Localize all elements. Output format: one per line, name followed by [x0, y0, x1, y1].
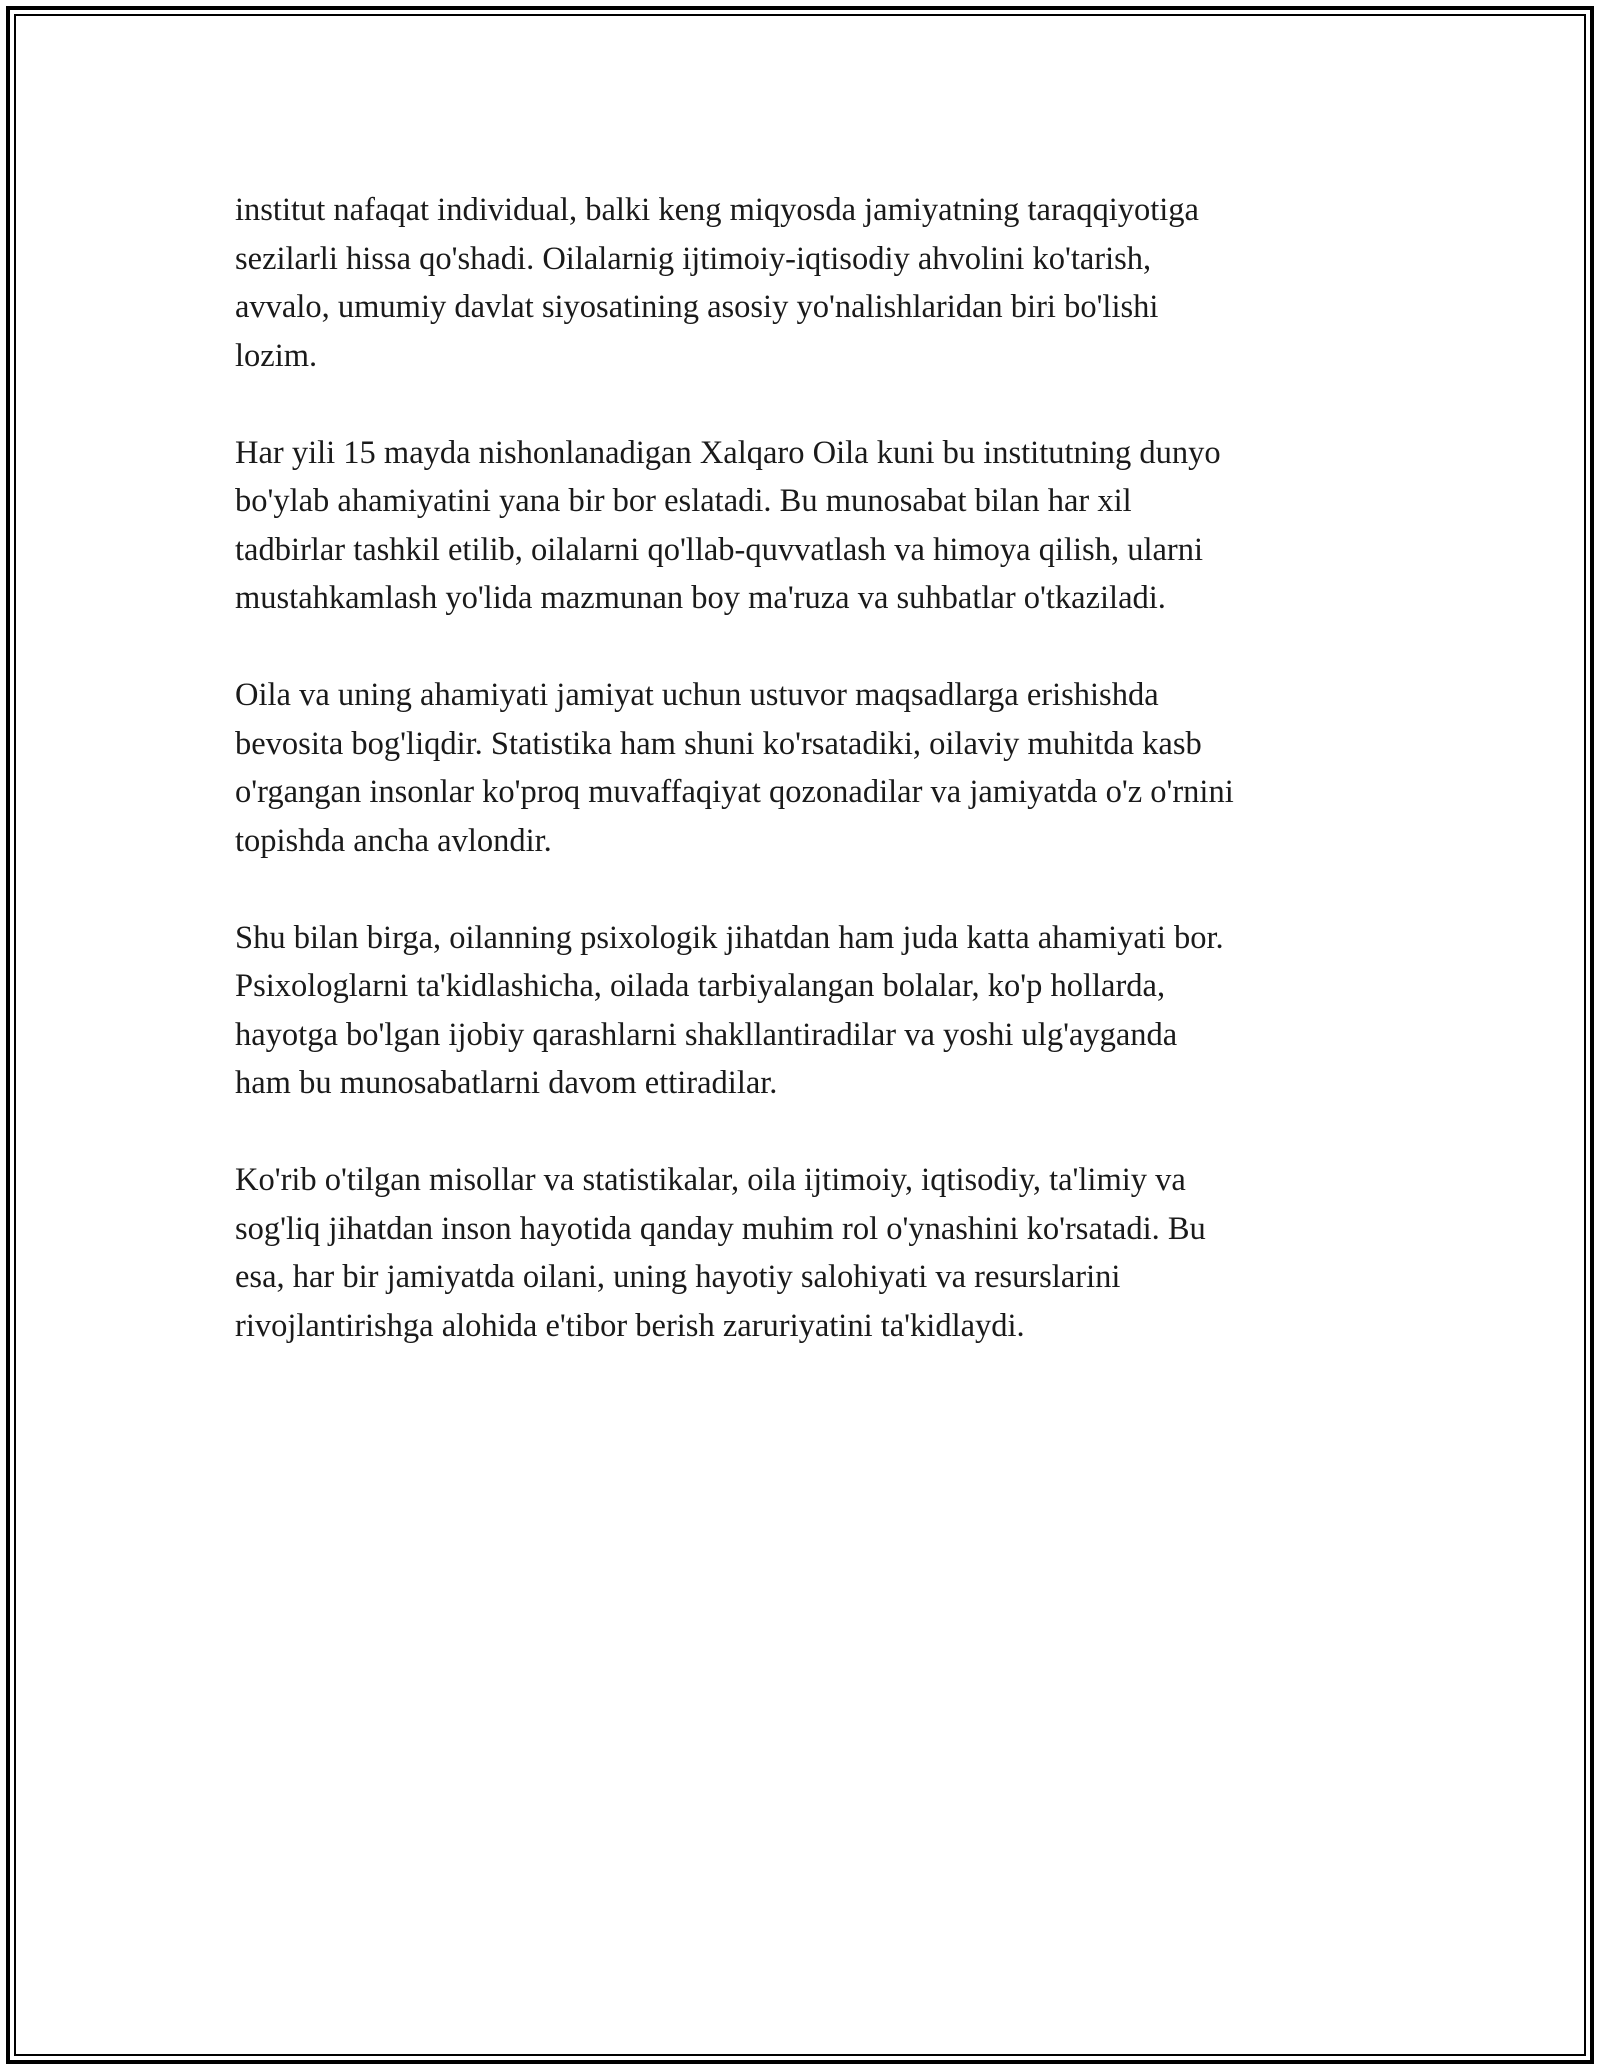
paragraph-3: Oila va uning ahamiyati jamiyat uchun ustuvor maqsadlarga erishishda bevosita bog'liqdir. Statistika ham shuni ko'rsatadiki, oilaviy muhitda kasb o'rgangan insonlar ko'proq muvaffaqiyat qozonadilar va jamiyatda o'z o'rnini topishda ancha avlondir. — [235, 677, 1234, 859]
document-body — [235, 186, 1390, 1399]
paragraph-1: institut nafaqat individual, balki keng miqyosda jamiyatning taraqqiyotiga sezilarli hissa qo'shadi. Oilalarnig ijtimoiy-iqtisodiy ahvolini ko'tarish, avvalo, umumiy davlat siyosatining asosiy yo'nalishlaridan biri bo'lishi lozim. — [235, 192, 1199, 374]
paragraph-4: Shu bilan birga, oilanning psixologik jihatdan ham juda katta ahamiyati bor. Psixologlarni ta'kidlashicha, oilada tarbiyalangan bolalar, ko'p hollarda, hayotga bo'lgan ijobiy qarashlarni shakllantiradilar va yoshi ulg'ayganda ham bu munosabatlarni davom ettiradilar. — [235, 919, 1224, 1101]
paragraph-5: Ko'rib o'tilgan misollar va statistikalar, oila ijtimoiy, iqtisodiy, ta'limiy va sog'liq jihatdan inson hayotida qanday muhim rol o'ynashini ko'rsatadi. Bu esa, har bir jamiyatda oilani, uning hayotiy salohiyati va resurslarini rivojlantirishga alohida e'tibor berish zaruriyatini ta'kidlaydi. — [235, 1162, 1206, 1344]
paragraph-2: Har yili 15 mayda nishonlanadigan Xalqaro Oila kuni bu institutning dunyo bo'ylab ahamiyatini yana bir bor eslatadi. Bu munosabat bilan har xil tadbirlar tashkil etilib, oilalarni qo'llab-quvvatlash va himoya qilish, ularni mustahkamlash yo'lida mazmunan boy ma'ruza va suhbatlar o'tkaziladi. — [235, 434, 1221, 616]
